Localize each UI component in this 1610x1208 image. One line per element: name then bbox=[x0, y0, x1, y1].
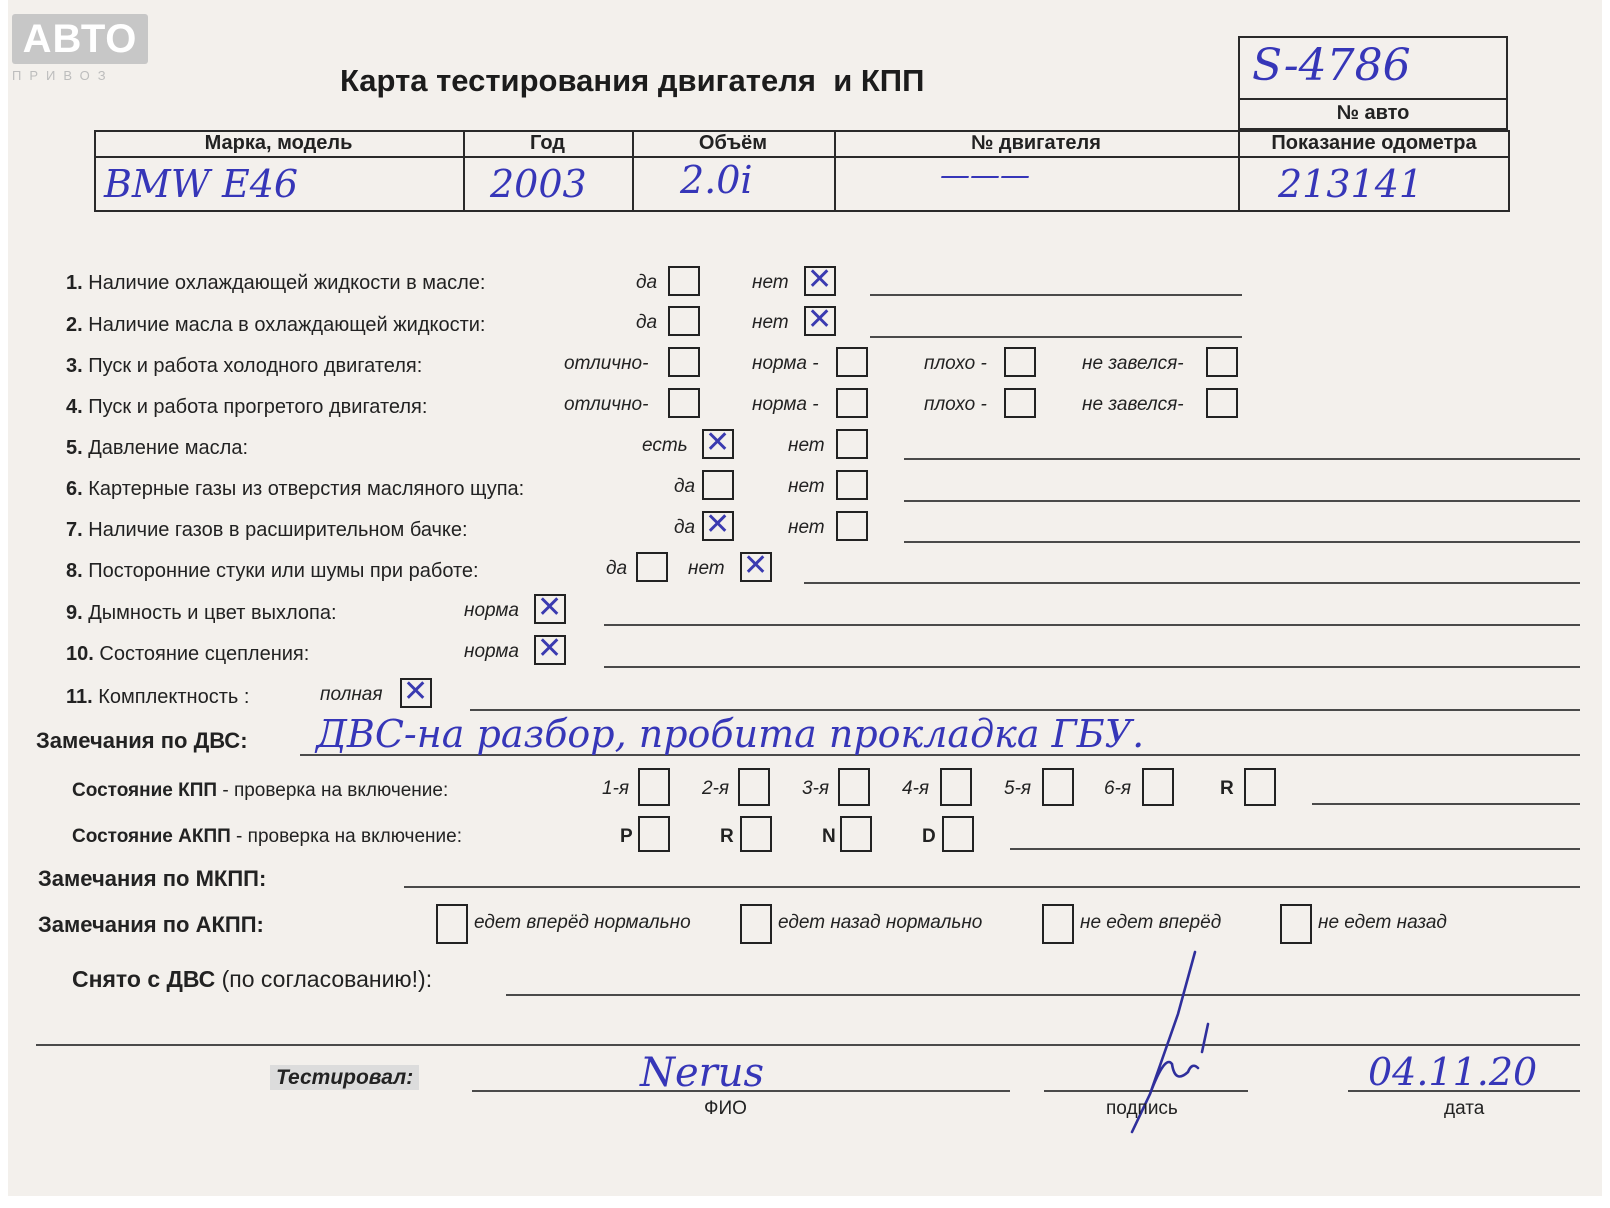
kpp-line bbox=[1312, 803, 1580, 805]
option-label: плохо - bbox=[924, 394, 987, 415]
akpp-option-label: едет вперёд нормально bbox=[474, 912, 691, 933]
question-text: Комплектность : bbox=[98, 686, 250, 708]
question-text: Наличие масла в охлаждающей жидкости: bbox=[88, 314, 486, 336]
question-text: Наличие охлаждающей жидкости в масле: bbox=[88, 272, 486, 294]
checkbox-q2-no[interactable] bbox=[804, 306, 836, 336]
date-caption: дата bbox=[1444, 1098, 1485, 1119]
scan-margin bbox=[0, 1196, 1610, 1208]
checkbox-q7-no[interactable] bbox=[836, 511, 868, 541]
gear-label: 1-я bbox=[602, 778, 630, 799]
question-number: 2. bbox=[66, 314, 83, 336]
question-6 bbox=[66, 478, 524, 501]
akpp-label-rest: - проверка на включение: bbox=[230, 826, 462, 847]
gear-label: 2-я bbox=[702, 778, 730, 799]
mkpp-remarks-label: Замечания по МКПП: bbox=[38, 866, 267, 891]
option-label: да bbox=[606, 558, 628, 579]
question-number: 4. bbox=[66, 396, 83, 418]
question-11 bbox=[66, 686, 249, 709]
question-2 bbox=[66, 314, 486, 337]
akpp-label bbox=[72, 826, 462, 848]
kpp-label-bold: Состояние КПП bbox=[72, 780, 218, 801]
option-label: да bbox=[674, 476, 696, 497]
question-4 bbox=[66, 396, 427, 419]
question-5 bbox=[66, 437, 248, 460]
divider bbox=[1238, 98, 1508, 100]
question-text: Наличие газов в расширительном бачке: bbox=[88, 519, 468, 541]
date-value: 04.11.20 bbox=[1368, 1050, 1538, 1094]
answer-line bbox=[904, 458, 1580, 460]
checkbox-gear-4[interactable] bbox=[940, 768, 972, 806]
checkbox-q4-bad[interactable] bbox=[1004, 388, 1036, 418]
header-odometer: Показание одометра bbox=[1271, 132, 1477, 154]
signature-caption: подпись bbox=[1106, 1098, 1178, 1119]
header-make-model: Марка, модель bbox=[204, 132, 353, 154]
removed-line-2 bbox=[36, 1044, 1580, 1046]
checkbox-q3-not-started[interactable] bbox=[1206, 347, 1238, 377]
checkbox-reverse-normal[interactable] bbox=[740, 904, 772, 944]
removed-line bbox=[506, 994, 1580, 996]
question-number: 8. bbox=[66, 560, 83, 582]
option-label: отлично- bbox=[564, 353, 649, 374]
kpp-label-rest: - проверка на включение: bbox=[217, 780, 449, 801]
checkbox-q3-normal[interactable] bbox=[836, 347, 868, 377]
dvs-remarks-value: ДВС-на разбор, пробита прокладка ГБУ. bbox=[316, 712, 1145, 756]
option-label: нет bbox=[752, 272, 789, 293]
header-volume: Объём bbox=[698, 132, 768, 154]
question-number: 3. bbox=[66, 355, 83, 377]
kpp-label bbox=[72, 780, 448, 802]
akpp-remarks-label: Замечания по АКПП: bbox=[38, 912, 264, 937]
removed-label bbox=[72, 966, 432, 993]
checkbox-q10-normal[interactable] bbox=[534, 635, 566, 665]
logo-text: АВТО bbox=[22, 16, 138, 61]
question-text: Дымность и цвет выхлопа: bbox=[88, 602, 337, 624]
option-label: да bbox=[636, 312, 658, 333]
question-number: 10. bbox=[66, 643, 94, 665]
checkbox-q3-excellent[interactable] bbox=[668, 347, 700, 377]
table-header-divider bbox=[94, 156, 1510, 158]
tested-label bbox=[270, 1066, 419, 1090]
option-label: полная bbox=[320, 684, 383, 705]
auto-number-value: S-4786 bbox=[1252, 40, 1411, 91]
checkbox-gear-2[interactable] bbox=[738, 768, 770, 806]
akpp-option-label: едет назад нормально bbox=[778, 912, 983, 933]
question-9 bbox=[66, 602, 337, 625]
checkbox-q7-yes[interactable] bbox=[702, 511, 734, 541]
option-label: плохо - bbox=[924, 353, 987, 374]
question-1 bbox=[66, 272, 486, 295]
checkbox-q8-no[interactable] bbox=[740, 552, 772, 582]
option-label: отлично- bbox=[564, 394, 649, 415]
checkbox-q1-yes[interactable] bbox=[668, 266, 700, 296]
fio-value: Nerus bbox=[640, 1050, 765, 1096]
option-label: да bbox=[636, 272, 658, 293]
question-7 bbox=[66, 519, 468, 542]
question-number: 6. bbox=[66, 478, 83, 500]
option-label: норма bbox=[464, 600, 519, 621]
checkbox-akpp-p[interactable] bbox=[638, 816, 670, 852]
answer-line bbox=[604, 624, 1580, 626]
checkbox-q3-bad[interactable] bbox=[1004, 347, 1036, 377]
answer-line bbox=[904, 541, 1580, 543]
checkbox-akpp-d[interactable] bbox=[942, 816, 974, 852]
gear-label: 4-я bbox=[902, 778, 930, 799]
gear-label: 3-я bbox=[802, 778, 830, 799]
answer-line bbox=[470, 709, 1580, 711]
question-number: 7. bbox=[66, 519, 83, 541]
answer-line bbox=[870, 294, 1242, 296]
checkbox-gear-3[interactable] bbox=[838, 768, 870, 806]
option-label: есть bbox=[642, 435, 688, 456]
dvs-remarks-label: Замечания по ДВС: bbox=[36, 728, 248, 753]
checkbox-forward-normal[interactable] bbox=[436, 904, 468, 944]
answer-line bbox=[870, 336, 1242, 338]
option-label: нет bbox=[788, 517, 825, 538]
checkbox-q4-not-started[interactable] bbox=[1206, 388, 1238, 418]
value-odometer: 213141 bbox=[1278, 162, 1424, 206]
checkbox-q5-no[interactable] bbox=[836, 429, 868, 459]
question-8 bbox=[66, 560, 479, 583]
checkbox-gear-5[interactable] bbox=[1042, 768, 1074, 806]
checkbox-q11-full[interactable] bbox=[400, 678, 432, 708]
akpp-mode-label: D bbox=[922, 826, 936, 847]
question-text: Пуск и работа прогретого двигателя: bbox=[88, 396, 428, 418]
removed-label-bold: Снято с ДВС bbox=[72, 966, 216, 992]
question-number: 11. bbox=[66, 686, 93, 708]
checkbox-q2-yes[interactable] bbox=[668, 306, 700, 336]
question-10 bbox=[66, 643, 309, 666]
question-text: Давление масла: bbox=[88, 437, 248, 459]
checkbox-q8-yes[interactable] bbox=[636, 552, 668, 582]
question-text: Состояние сцепления: bbox=[99, 643, 310, 665]
question-text: Картерные газы из отверстия масляного щупа: bbox=[88, 478, 525, 500]
checkbox-akpp-n[interactable] bbox=[840, 816, 872, 852]
akpp-option-label: не едет вперёд bbox=[1080, 912, 1222, 933]
checkbox-gear-r[interactable] bbox=[1244, 768, 1276, 806]
option-label: нет bbox=[788, 435, 825, 456]
value-engine-number: ——— bbox=[940, 158, 1030, 193]
header-engine-number: № двигателя bbox=[971, 132, 1101, 154]
auto-number-label: № авто bbox=[1336, 102, 1410, 124]
checkbox-q5-yes[interactable] bbox=[702, 429, 734, 459]
akpp-option-label: не едет назад bbox=[1318, 912, 1447, 933]
removed-label-rest: (по согласованию!): bbox=[215, 966, 433, 992]
answer-line bbox=[904, 500, 1580, 502]
option-label: нет bbox=[752, 312, 789, 333]
question-number: 1. bbox=[66, 272, 83, 294]
option-label: не завелся- bbox=[1082, 394, 1184, 415]
checkbox-akpp-r[interactable] bbox=[740, 816, 772, 852]
checkbox-gear-6[interactable] bbox=[1142, 768, 1174, 806]
value-year: 2003 bbox=[490, 162, 587, 206]
option-label: да bbox=[674, 517, 696, 538]
akpp-line bbox=[1010, 848, 1580, 850]
checkbox-gear-1[interactable] bbox=[638, 768, 670, 806]
question-text: Посторонние стуки или шумы при работе: bbox=[88, 560, 479, 582]
checkbox-q6-no[interactable] bbox=[836, 470, 868, 500]
akpp-mode-label: N bbox=[822, 826, 836, 847]
question-3 bbox=[66, 355, 422, 378]
gear-label: 5-я bbox=[1004, 778, 1032, 799]
logo bbox=[12, 14, 148, 64]
header-year: Год bbox=[530, 132, 565, 154]
page-title: Карта тестирования двигателя и КПП bbox=[340, 63, 925, 98]
tested-label-text: Тестировал: bbox=[270, 1065, 419, 1090]
checkbox-q4-excellent[interactable] bbox=[668, 388, 700, 418]
option-label: норма - bbox=[752, 353, 819, 374]
option-label: норма - bbox=[752, 394, 819, 415]
checkbox-no-forward[interactable] bbox=[1042, 904, 1074, 944]
question-number: 9. bbox=[66, 602, 83, 624]
option-label: не завелся- bbox=[1082, 353, 1184, 374]
question-number: 5. bbox=[66, 437, 83, 459]
akpp-label-bold: Состояние АКПП bbox=[72, 826, 231, 847]
akpp-mode-label: P bbox=[620, 826, 633, 847]
checkbox-no-reverse[interactable] bbox=[1280, 904, 1312, 944]
checkbox-q9-normal[interactable] bbox=[534, 594, 566, 624]
value-volume: 2.0i bbox=[680, 158, 753, 202]
question-text: Пуск и работа холодного двигателя: bbox=[88, 355, 423, 377]
checkbox-q4-normal[interactable] bbox=[836, 388, 868, 418]
checkbox-q1-no[interactable] bbox=[804, 266, 836, 296]
value-make-model: BMW E46 bbox=[104, 162, 299, 206]
option-label: нет bbox=[788, 476, 825, 497]
fio-caption: ФИО bbox=[704, 1098, 747, 1119]
logo-subtext: ПРИВОЗ bbox=[12, 68, 114, 83]
akpp-mode-label: R bbox=[720, 826, 734, 847]
checkbox-q6-yes[interactable] bbox=[702, 470, 734, 500]
option-label: норма bbox=[464, 641, 519, 662]
answer-line bbox=[804, 582, 1580, 584]
gear-label: 6-я bbox=[1104, 778, 1132, 799]
mkpp-remarks-line bbox=[404, 886, 1580, 888]
gear-label: R bbox=[1220, 778, 1234, 799]
option-label: нет bbox=[688, 558, 725, 579]
answer-line bbox=[604, 666, 1580, 668]
